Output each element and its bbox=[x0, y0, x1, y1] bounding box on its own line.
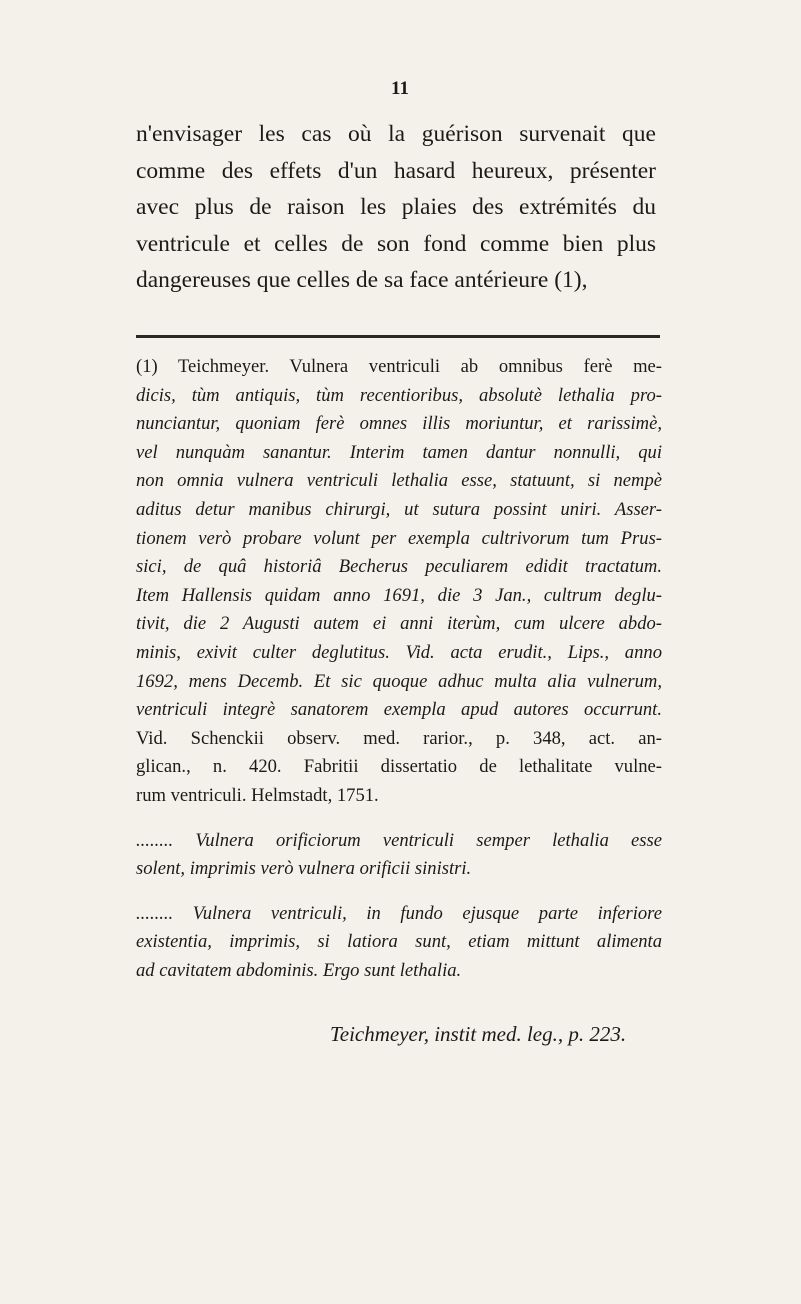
main-text-line: dangereuses que celles de sa face antérieure (1), bbox=[136, 267, 588, 293]
main-text bbox=[136, 116, 656, 299]
footnote-line: non omnia vulnera ventriculi lethalia esse, statuunt, si nempè bbox=[136, 470, 662, 492]
footnote-line: Item Hallensis quidam anno 1691, die 3 Jan., cultrum deglu- bbox=[136, 584, 662, 606]
footnote-line: ad cavitatem abdominis. Ergo sunt lethalia. bbox=[136, 959, 462, 981]
paragraph-gap bbox=[136, 884, 662, 900]
footnote-line: existentia, imprimis, si latiora sunt, etiam mittunt alimenta bbox=[136, 931, 662, 953]
footnote-line: vel nunquàm sanantur. Interim tamen dantur nonnulli, qui bbox=[136, 441, 662, 463]
footnote-line: (1) Teichmeyer. Vulnera ventriculi ab omnibus ferè me- bbox=[136, 356, 662, 377]
page-number: 11 bbox=[391, 78, 409, 99]
citation-signature: Teichmeyer, instit med. leg., p. 223. bbox=[330, 1022, 627, 1046]
main-text-line: ventricule et celles de son fond comme bien plus bbox=[136, 230, 656, 257]
footnote bbox=[136, 353, 662, 985]
footnote-separator-rule bbox=[136, 335, 660, 338]
paragraph-gap bbox=[136, 811, 662, 827]
footnote-line: tivit, die 2 Augusti autem ei anni iterùm, cum ulcere abdo- bbox=[136, 613, 662, 635]
footnote-line: sici, de quâ historiâ Becherus peculiarem edidit tractatum. bbox=[136, 556, 662, 578]
footnote-line: tionem verò probare volunt per exempla cultrivorum tum Prus- bbox=[136, 527, 662, 549]
footnote-line: Vid. Schenckii observ. med. rarior., p. 348, act. an- bbox=[136, 727, 662, 749]
main-text-line: comme des effets d'un hasard heureux, présenter bbox=[136, 157, 656, 184]
footnote-line: solent, imprimis verò vulnera orificii sinistri. bbox=[136, 858, 472, 880]
footnote-line: glican., n. 420. Fabritii dissertatio de lethalitate vulne- bbox=[136, 756, 662, 778]
footnote-line: aditus detur manibus chirurgi, ut sutura possint uniri. Asser- bbox=[136, 498, 662, 520]
footnote-line: nunciantur, quoniam ferè omnes illis moriuntur, et rarissimè, bbox=[136, 413, 662, 435]
footnote-line: 1692, mens Decemb. Et sic quoque adhuc multa alia vulnerum, bbox=[136, 670, 662, 692]
footnote-line: ........ Vulnera ventriculi, in fundo ejusque parte inferiore bbox=[136, 902, 662, 924]
main-text-line: n'envisager les cas où la guérison survenait que bbox=[136, 121, 656, 147]
footnote-line: ventriculi integrè sanatorem exempla apud autores occurrunt. bbox=[136, 699, 662, 721]
footnote-line: dicis, tùm antiquis, tùm recentioribus, absolutè lethalia pro- bbox=[136, 384, 662, 406]
main-text-line: avec plus de raison les plaies des extrémités du bbox=[136, 194, 656, 220]
footnote-line: ........ Vulnera orificiorum ventriculi semper lethalia esse bbox=[136, 829, 662, 851]
footnote-line: minis, exivit culter deglutitus. Vid. acta erudit., Lips., anno bbox=[136, 641, 662, 663]
footnote-line: rum ventriculi. Helmstadt, 1751. bbox=[136, 784, 379, 806]
